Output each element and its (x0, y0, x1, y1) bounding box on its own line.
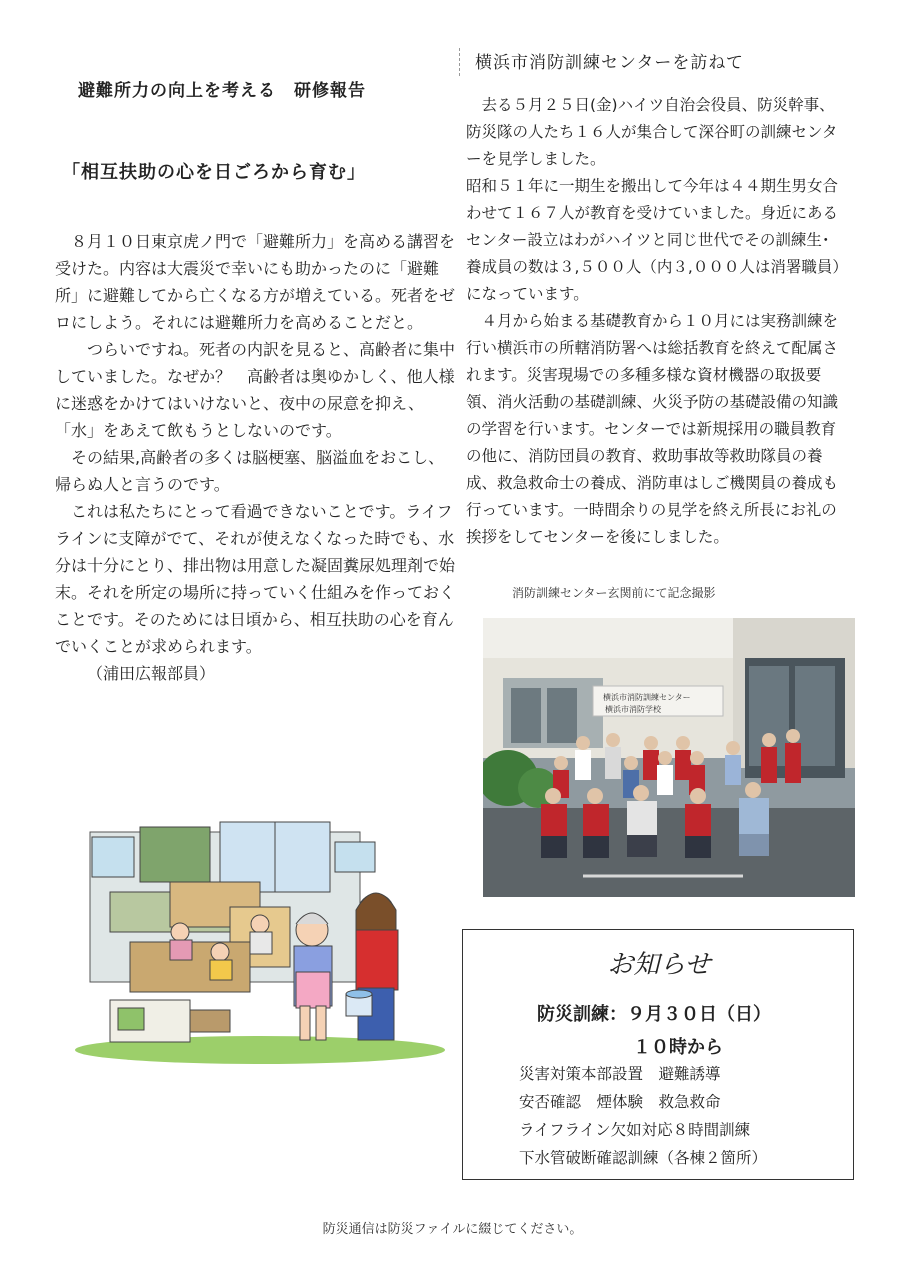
notice-item: 下水管破断確認訓練（各棟２箇所） (519, 1149, 768, 1167)
building-sign-line-1: 横浜市消防訓練センター (603, 693, 691, 702)
left-paragraph-4: これは私たちにとって看過できないことです。ライフラインに支障がでて、それが使えなくなった時でも、水分は十分にとり、排出物は用意した凝固糞尿処理剤で始末。それを所定の場所に持っていく仕組みを作っておくことです。そのためには日頃から、相互扶助の心を育んでいくことが求められます。 (55, 502, 456, 656)
notice-title: お知らせ (607, 950, 711, 980)
notice-drill-date: 防災訓練：９月３０日（日） (537, 1004, 771, 1025)
notice-drill-time: １０時から (633, 1037, 723, 1058)
right-paragraph-3: ４月から始まる基礎教育から１０月には実務訓練を行い横浜市の所轄消防署へは総括教育を終えて配属されます。災害現場での多種多様な資材機器の取扱要領、消火活動の基礎訓練、火災予防の基礎設備の知識の学習を行います。センターでは新規採用の職員教育の他に、消防団員の教育、救助事故等救助隊員の養成、救急救命士の養成、消防車はしご機関員の養成も行っています。一時間余りの見学を終え所長にお礼の挨拶をしてセンターを後にしました。 (466, 312, 839, 546)
column-divider (459, 48, 460, 76)
left-article-title: 避難所力の向上を考える 研修報告 (78, 81, 366, 101)
left-article-body (55, 228, 455, 687)
notice-item: 安否確認 煙体験 救急救命 (519, 1093, 721, 1111)
right-paragraph-1: 去る５月２５日(金)ハイツ自治会役員、防災幹事、防災隊の人たち１６人が集合して深谷町の訓練センターを見学しました。 (466, 96, 838, 168)
photo-caption: 消防訓練センター玄関前にて記念撮影 (512, 586, 716, 600)
right-paragraph-2: 昭和５１年に一期生を搬出して今年は４４期生男女合わせて１６７人が教育を受けていました。身近にあるセンター設立はわがハイツと同じ世代でその訓練生･養成員の数は３,５００人（内３,０００人は消署職員）になっています。 (466, 177, 841, 303)
right-article-body (466, 92, 841, 551)
left-article-headline: 「相互扶助の心を日ごろから育む」 (62, 162, 366, 183)
left-paragraph-1: ８月１０日東京虎ノ門で「避難所力」を高める講習を受けた。内容は大震災で幸いにも助かったのに「避難所」に避難してから亡くなる方が増えている。死者をゼロにしよう。それには避難所力を高めることだと。 (55, 232, 456, 332)
group-photo (483, 618, 855, 897)
left-paragraph-2: つらいですね。死者の内訳を見ると、高齢者に集中していました。なぜか？ 高齢者は奥ゆかしく、他人様に迷惑をかけてはいけないと、夜中の尿意を抑え、「水」をあえて飲もうとしないのです。 (55, 340, 456, 440)
notice-item: 災害対策本部設置 避難誘導 (519, 1065, 721, 1083)
building-sign-line-2: 横浜市消防学校 (605, 705, 661, 714)
left-article-author: （浦田広報部員） (87, 664, 216, 683)
notice-box (462, 929, 854, 1180)
footer-note: 防災通信は防災ファイルに綴じてください。 (322, 1222, 583, 1237)
evacuation-shelter-illustration (70, 812, 450, 1064)
notice-item: ライフライン欠如対応８時間訓練 (519, 1121, 751, 1139)
right-article-title: 横浜市消防訓練センターを訪ねて (475, 53, 744, 73)
notice-item-list (519, 1060, 767, 1172)
left-paragraph-3: その結果,高齢者の多くは脳梗塞、脳溢血をおこし、帰らぬ人と言うのです。 (55, 448, 445, 494)
